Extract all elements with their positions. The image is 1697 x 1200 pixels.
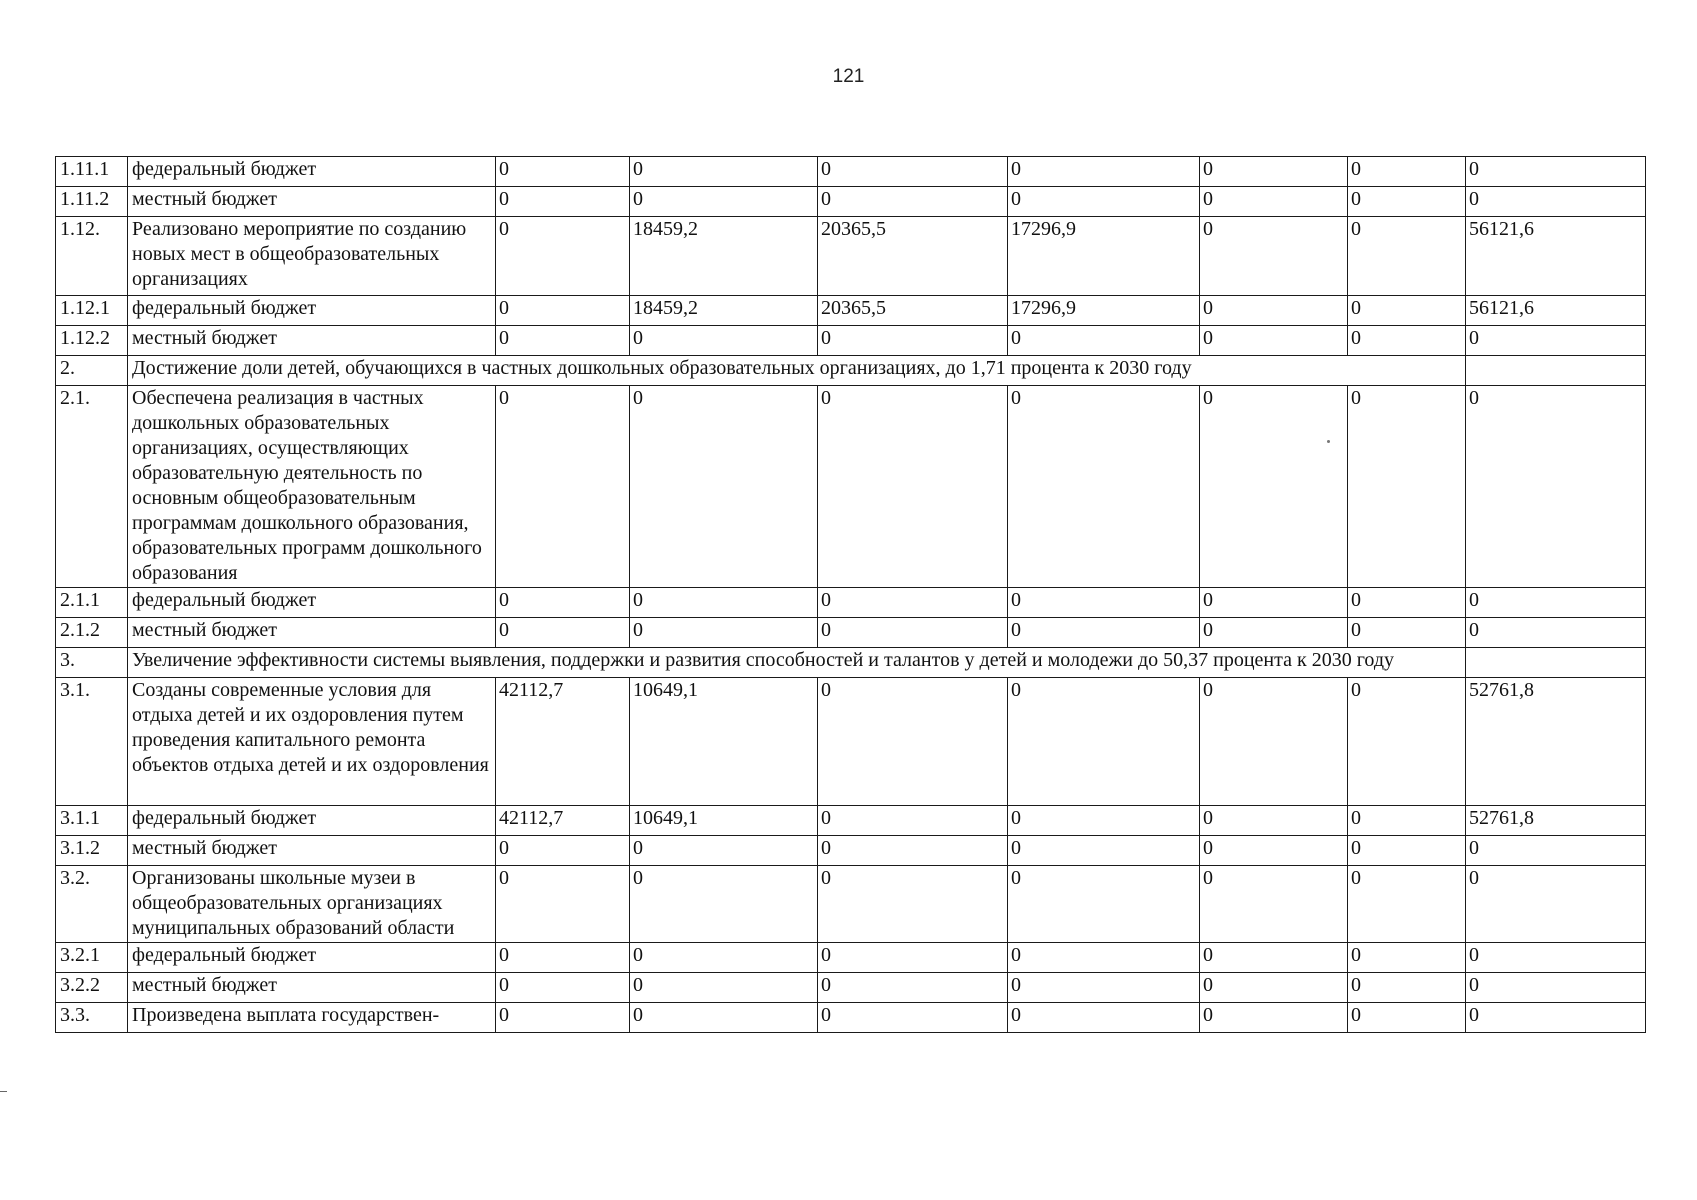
row-number-cell: 3.2. xyxy=(56,866,128,943)
value-cell: 0 xyxy=(630,588,818,618)
table-row xyxy=(56,296,1646,326)
value-cell: 0 xyxy=(496,157,630,187)
value-cell: 0 xyxy=(1008,973,1200,1003)
total-value-cell: 52761,8 xyxy=(1466,806,1646,836)
table-row xyxy=(56,618,1646,648)
value-cell: 0 xyxy=(1008,618,1200,648)
value-cell: 0 xyxy=(1200,296,1348,326)
value-cell: 0 xyxy=(1348,157,1466,187)
value-cell: 0 xyxy=(496,973,630,1003)
row-number-cell: 3.2.2 xyxy=(56,973,128,1003)
item-description-cell: местный бюджет xyxy=(128,836,496,866)
value-cell: 0 xyxy=(1008,1003,1200,1033)
value-cell: 0 xyxy=(1200,1003,1348,1033)
value-cell: 20365,5 xyxy=(818,296,1008,326)
value-cell: 0 xyxy=(496,836,630,866)
scan-artifact-mark xyxy=(0,1091,7,1092)
item-description-cell: федеральный бюджет xyxy=(128,157,496,187)
value-cell: 0 xyxy=(1200,806,1348,836)
table-row xyxy=(56,973,1646,1003)
value-cell: 0 xyxy=(1348,1003,1466,1033)
value-cell: 0 xyxy=(496,618,630,648)
value-cell: 0 xyxy=(818,1003,1008,1033)
table-row xyxy=(56,187,1646,217)
value-cell: 0 xyxy=(818,866,1008,943)
value-cell: 0 xyxy=(818,943,1008,973)
table-row xyxy=(56,326,1646,356)
value-cell: 0 xyxy=(630,187,818,217)
row-number-cell: 3.1.2 xyxy=(56,836,128,866)
value-cell: 0 xyxy=(630,326,818,356)
item-description-cell: местный бюджет xyxy=(128,326,496,356)
item-description-cell: Созданы современные условия для отдыха детей и их оздоровления путем проведения капитального ремонта объектов отдыха детей и их оздоровления xyxy=(128,678,496,806)
row-number-cell: 3.1.1 xyxy=(56,806,128,836)
value-cell: 0 xyxy=(630,618,818,648)
value-cell: 0 xyxy=(818,326,1008,356)
value-cell: 0 xyxy=(818,678,1008,806)
value-cell: 10649,1 xyxy=(630,806,818,836)
item-description-cell: местный бюджет xyxy=(128,187,496,217)
value-cell: 0 xyxy=(1200,678,1348,806)
budget-table-container xyxy=(55,156,1645,1033)
value-cell: 0 xyxy=(1348,836,1466,866)
table-row xyxy=(56,806,1646,836)
item-description-cell: федеральный бюджет xyxy=(128,296,496,326)
item-description-cell: Организованы школьные музеи в общеобразовательных организациях муниципальных образований области xyxy=(128,866,496,943)
total-value-cell: 0 xyxy=(1466,1003,1646,1033)
value-cell: 0 xyxy=(1348,187,1466,217)
table-row xyxy=(56,678,1646,806)
value-cell: 0 xyxy=(1348,943,1466,973)
value-cell: 0 xyxy=(1348,866,1466,943)
value-cell: 0 xyxy=(496,943,630,973)
row-number-cell: 2. xyxy=(56,356,128,386)
table-row xyxy=(56,1003,1646,1033)
total-value-cell: 0 xyxy=(1466,588,1646,618)
value-cell: 0 xyxy=(1200,836,1348,866)
value-cell: 0 xyxy=(496,1003,630,1033)
budget-table xyxy=(55,156,1646,1033)
value-cell: 0 xyxy=(496,326,630,356)
value-cell: 0 xyxy=(1348,326,1466,356)
item-description-cell: Реализовано мероприятие по созданию новых мест в общеобразовательных организациях xyxy=(128,217,496,296)
value-cell: 0 xyxy=(496,866,630,943)
value-cell: 0 xyxy=(496,296,630,326)
value-cell: 0 xyxy=(1008,836,1200,866)
value-cell: 0 xyxy=(496,187,630,217)
item-description-cell: федеральный бюджет xyxy=(128,588,496,618)
value-cell: 10649,1 xyxy=(630,678,818,806)
value-cell: 0 xyxy=(1008,386,1200,588)
item-description-cell: местный бюджет xyxy=(128,973,496,1003)
item-description-cell: федеральный бюджет xyxy=(128,943,496,973)
row-number-cell: 3.1. xyxy=(56,678,128,806)
value-cell: 42112,7 xyxy=(496,806,630,836)
row-number-cell: 3. xyxy=(56,648,128,678)
value-cell: 0 xyxy=(1200,588,1348,618)
total-value-cell: 56121,6 xyxy=(1466,296,1646,326)
value-cell: 0 xyxy=(1008,806,1200,836)
value-cell: 0 xyxy=(1200,217,1348,296)
value-cell: 0 xyxy=(1008,187,1200,217)
table-row xyxy=(56,157,1646,187)
value-cell: 0 xyxy=(818,187,1008,217)
value-cell: 18459,2 xyxy=(630,217,818,296)
row-number-cell: 3.2.1 xyxy=(56,943,128,973)
value-cell: 0 xyxy=(1200,943,1348,973)
total-value-cell: 0 xyxy=(1466,386,1646,588)
row-number-cell: 1.11.1 xyxy=(56,157,128,187)
total-value-cell: 0 xyxy=(1466,943,1646,973)
table-row xyxy=(56,943,1646,973)
total-value-cell: 0 xyxy=(1466,618,1646,648)
row-number-cell: 1.12.1 xyxy=(56,296,128,326)
value-cell: 17296,9 xyxy=(1008,296,1200,326)
value-cell: 0 xyxy=(496,217,630,296)
value-cell: 0 xyxy=(1008,588,1200,618)
value-cell: 0 xyxy=(818,973,1008,1003)
value-cell: 0 xyxy=(1348,618,1466,648)
value-cell: 0 xyxy=(496,386,630,588)
goal-row xyxy=(56,648,1646,678)
budget-table-body xyxy=(56,157,1646,1033)
value-cell: 0 xyxy=(1348,588,1466,618)
value-cell: 0 xyxy=(818,836,1008,866)
table-row xyxy=(56,386,1646,588)
item-description-cell: Произведена выплата государствен- xyxy=(128,1003,496,1033)
value-cell: 0 xyxy=(1348,386,1466,588)
goal-row xyxy=(56,356,1646,386)
total-value-cell: 0 xyxy=(1466,157,1646,187)
value-cell: 0 xyxy=(1200,866,1348,943)
value-cell: 0 xyxy=(1200,326,1348,356)
value-cell: 0 xyxy=(630,386,818,588)
row-number-cell: 1.12. xyxy=(56,217,128,296)
value-cell: 0 xyxy=(818,618,1008,648)
value-cell: 0 xyxy=(1200,157,1348,187)
total-value-cell: 0 xyxy=(1466,836,1646,866)
value-cell: 0 xyxy=(1008,157,1200,187)
value-cell: 0 xyxy=(1008,678,1200,806)
total-value-cell: 56121,6 xyxy=(1466,217,1646,296)
value-cell: 0 xyxy=(1008,943,1200,973)
page-number: 121 xyxy=(832,66,865,87)
value-cell: 0 xyxy=(1348,217,1466,296)
value-cell: 0 xyxy=(630,866,818,943)
item-description-cell: Обеспечена реализация в частных дошкольных образовательных организациях, осуществляющих образовательную деятельность по основным общеобразовательным программам дошкольного образования, образовательных программ дошкольного образования xyxy=(128,386,496,588)
value-cell: 0 xyxy=(630,836,818,866)
value-cell: 0 xyxy=(630,157,818,187)
total-value-cell: 0 xyxy=(1466,973,1646,1003)
value-cell: 18459,2 xyxy=(630,296,818,326)
value-cell: 42112,7 xyxy=(496,678,630,806)
value-cell: 0 xyxy=(1200,187,1348,217)
value-cell: 0 xyxy=(1348,973,1466,1003)
empty-total-cell xyxy=(1466,648,1646,678)
table-row xyxy=(56,836,1646,866)
value-cell: 0 xyxy=(630,973,818,1003)
row-number-cell: 2.1. xyxy=(56,386,128,588)
total-value-cell: 0 xyxy=(1466,866,1646,943)
row-number-cell: 1.12.2 xyxy=(56,326,128,356)
value-cell: 17296,9 xyxy=(1008,217,1200,296)
value-cell: 20365,5 xyxy=(818,217,1008,296)
row-number-cell: 2.1.2 xyxy=(56,618,128,648)
value-cell: 0 xyxy=(1348,806,1466,836)
value-cell: 0 xyxy=(630,943,818,973)
item-description-cell: местный бюджет xyxy=(128,618,496,648)
value-cell: 0 xyxy=(818,806,1008,836)
total-value-cell: 0 xyxy=(1466,187,1646,217)
total-value-cell: 52761,8 xyxy=(1466,678,1646,806)
table-row xyxy=(56,588,1646,618)
goal-text-cell: Достижение доли детей, обучающихся в частных дошкольных образовательных организациях, до 1,71 процента к 2030 году xyxy=(128,356,1466,386)
empty-total-cell xyxy=(1466,356,1646,386)
total-value-cell: 0 xyxy=(1466,326,1646,356)
value-cell: 0 xyxy=(1008,866,1200,943)
value-cell: 0 xyxy=(818,386,1008,588)
value-cell: 0 xyxy=(1008,326,1200,356)
value-cell: 0 xyxy=(630,1003,818,1033)
goal-text-cell: Увеличение эффективности системы выявления, поддержки и развития способностей и талантов у детей и молодежи до 50,37 процента к 2030 году xyxy=(128,648,1466,678)
value-cell: 0 xyxy=(1348,678,1466,806)
value-cell: 0 xyxy=(496,588,630,618)
table-row xyxy=(56,866,1646,943)
row-number-cell: 1.11.2 xyxy=(56,187,128,217)
item-description-cell: федеральный бюджет xyxy=(128,806,496,836)
row-number-cell: 3.3. xyxy=(56,1003,128,1033)
value-cell: 0 xyxy=(1200,973,1348,1003)
value-cell: 0 xyxy=(818,588,1008,618)
value-cell: 0 xyxy=(1348,296,1466,326)
value-cell: 0 xyxy=(1200,618,1348,648)
table-row xyxy=(56,217,1646,296)
value-cell: 0 xyxy=(818,157,1008,187)
row-number-cell: 2.1.1 xyxy=(56,588,128,618)
value-cell: 0 xyxy=(1200,386,1348,588)
